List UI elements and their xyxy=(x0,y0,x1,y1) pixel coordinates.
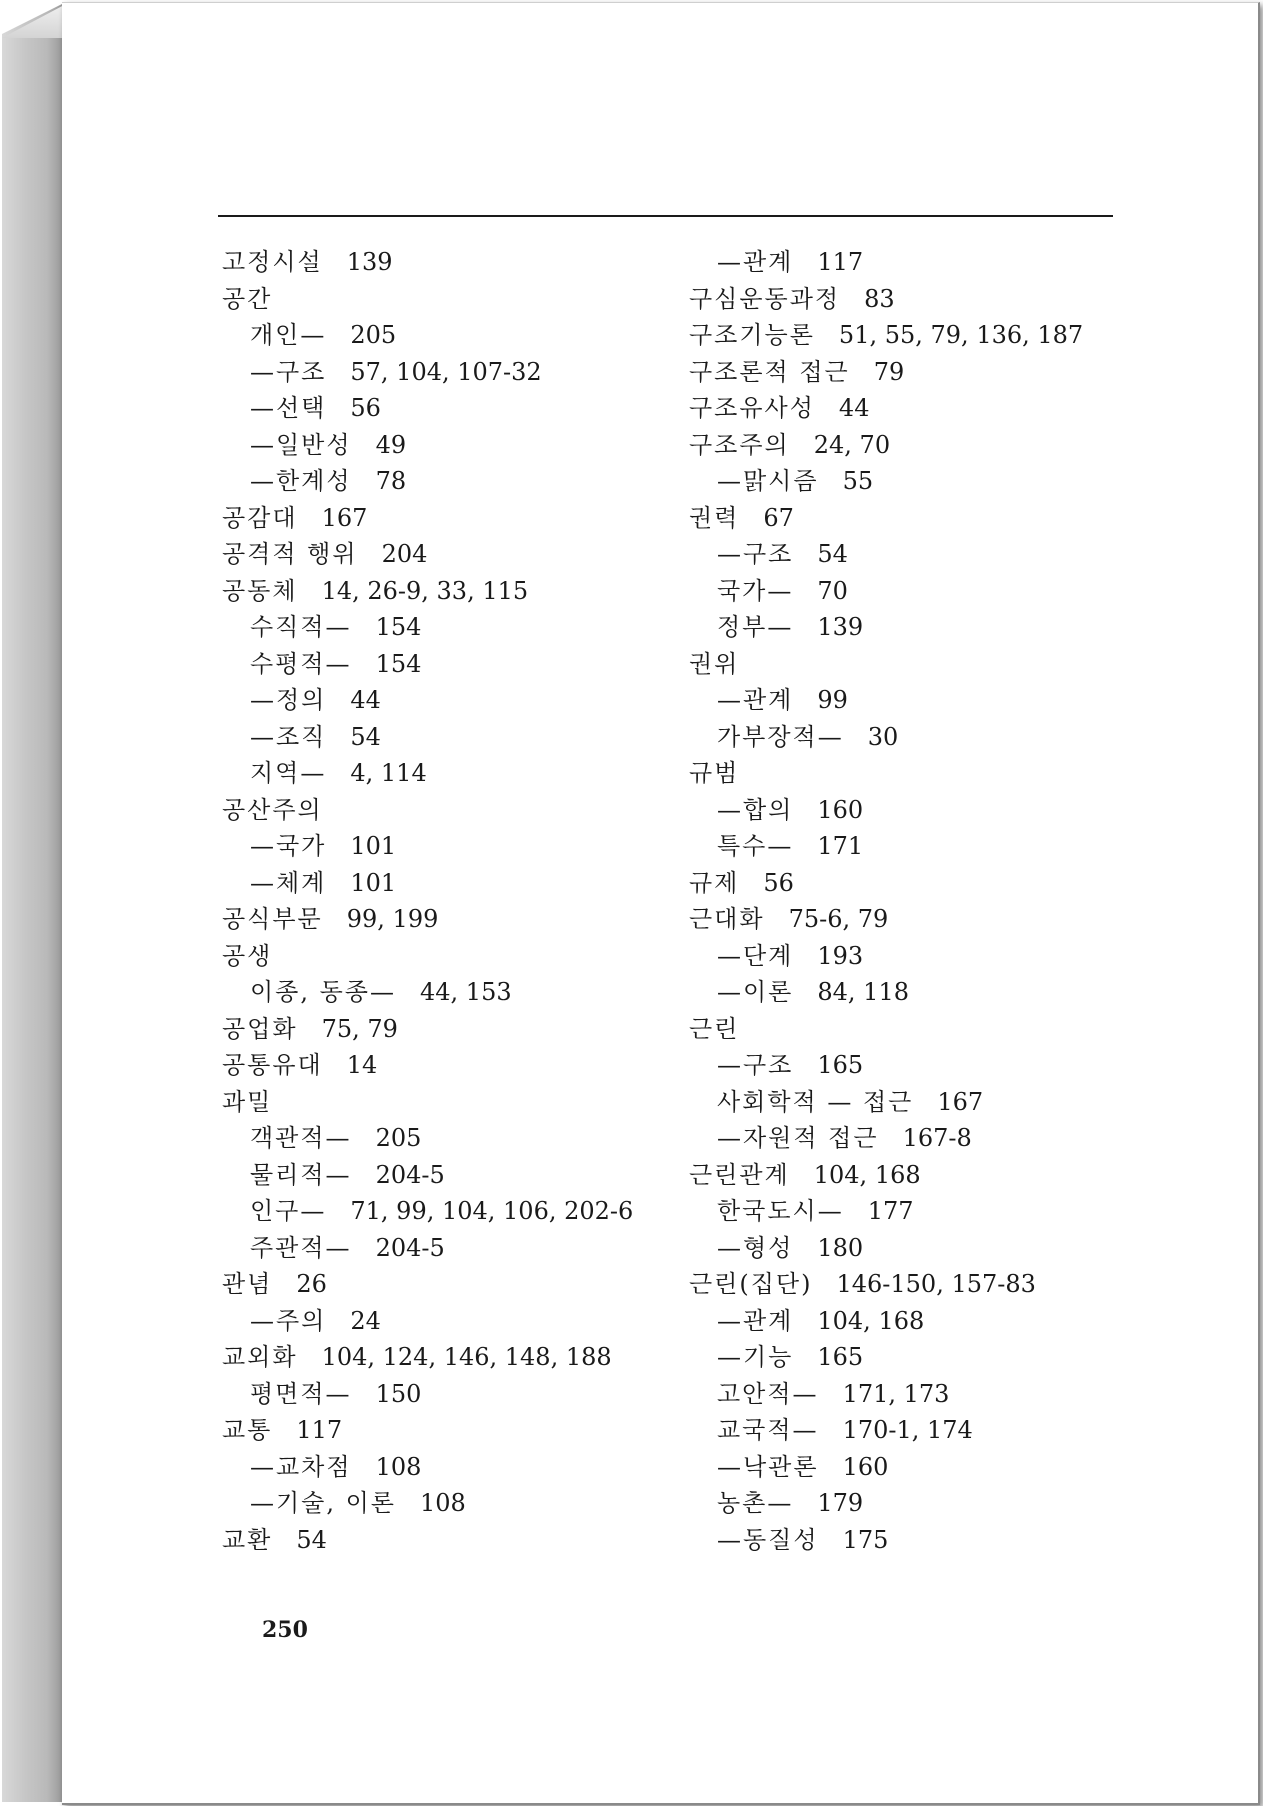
index-term: —선택 xyxy=(250,394,327,422)
index-term: 가부장적— xyxy=(717,722,844,751)
index-term: 교외화 xyxy=(222,1343,298,1371)
index-entry xyxy=(689,536,1129,573)
index-entry xyxy=(222,1522,662,1559)
index-page-refs: 167 xyxy=(321,503,368,532)
index-entry xyxy=(222,1230,662,1267)
index-page-refs: 179 xyxy=(817,1489,864,1517)
index-term: 근린(집단) xyxy=(689,1270,813,1298)
index-page-refs: 44, 153 xyxy=(420,978,512,1006)
index-entry xyxy=(222,1047,662,1084)
index-entry xyxy=(222,755,662,792)
index-term: 권위 xyxy=(689,649,740,678)
index-entry xyxy=(689,865,1129,902)
index-entry xyxy=(689,938,1129,975)
index-page-refs: 24 xyxy=(350,1306,381,1335)
index-page-refs: 55 xyxy=(842,467,874,495)
index-page-refs: 146-150, 157-83 xyxy=(836,1270,1036,1298)
index-entry xyxy=(689,1449,1129,1486)
index-entry xyxy=(689,1120,1129,1157)
index-term: —낙관론 xyxy=(717,1452,819,1481)
index-term: 고안적— xyxy=(717,1379,819,1408)
index-entry xyxy=(222,354,662,391)
index-entry xyxy=(689,1339,1129,1376)
index-term: 교통 xyxy=(222,1416,273,1444)
index-term: —국가 xyxy=(250,832,327,860)
index-term: 구조주의 xyxy=(689,430,790,459)
index-column-left xyxy=(222,244,662,1558)
index-page-refs: 24, 70 xyxy=(813,430,891,459)
index-page-refs: 44 xyxy=(838,394,870,422)
index-page-refs: 75, 79 xyxy=(321,1014,398,1043)
index-page-refs: 104, 168 xyxy=(817,1306,925,1335)
index-term: 공식부문 xyxy=(222,905,323,933)
index-term: 구심운동과정 xyxy=(689,284,841,313)
index-term: 국가— xyxy=(717,576,794,605)
index-term: 수직적— xyxy=(250,613,352,641)
index-entry xyxy=(222,317,662,354)
index-page-refs: 70 xyxy=(817,576,848,605)
index-page-refs: 101 xyxy=(350,868,397,897)
index-term: 인구— xyxy=(250,1197,327,1225)
index-term: 특수— xyxy=(717,832,794,860)
index-term: 교국적— xyxy=(717,1416,819,1444)
index-term: —정의 xyxy=(250,686,327,714)
index-entry xyxy=(222,427,662,464)
index-term: 규범 xyxy=(689,759,740,787)
index-page-refs: 54 xyxy=(817,540,848,568)
index-page-refs: 4, 114 xyxy=(350,759,427,787)
index-entry xyxy=(222,828,662,865)
index-page-refs: 108 xyxy=(420,1489,466,1517)
index-term: —주의 xyxy=(250,1306,327,1335)
index-term: 구조론적 접근 xyxy=(689,357,850,386)
index-page-refs: 84, 118 xyxy=(817,978,909,1006)
index-entry xyxy=(689,1047,1129,1084)
index-page-refs: 78 xyxy=(375,467,407,495)
index-page-refs: 171, 173 xyxy=(842,1379,950,1408)
index-page-refs: 14 xyxy=(346,1051,378,1079)
index-entry xyxy=(689,1084,1129,1121)
index-term: 과밀 xyxy=(222,1087,273,1116)
index-entry xyxy=(222,609,662,646)
index-entry xyxy=(689,1011,1129,1048)
index-entry xyxy=(689,1485,1129,1522)
index-entry xyxy=(222,1157,662,1194)
index-page-refs: 160 xyxy=(842,1452,889,1481)
index-page-refs: 165 xyxy=(817,1051,864,1079)
index-entry xyxy=(222,281,662,318)
index-term: —관계 xyxy=(717,248,794,276)
index-page-refs: 99 xyxy=(817,686,848,714)
index-term: 근린관계 xyxy=(689,1160,790,1189)
index-entry xyxy=(222,1376,662,1413)
index-term: 주관적— xyxy=(250,1233,352,1262)
index-entry xyxy=(222,792,662,829)
index-entry xyxy=(222,390,662,427)
index-page-refs: 56 xyxy=(350,394,381,422)
index-page-refs: 104, 124, 146, 148, 188 xyxy=(321,1343,612,1371)
index-entry xyxy=(689,281,1129,318)
index-entry xyxy=(222,938,662,975)
index-page-refs: 205 xyxy=(375,1124,422,1152)
index-term: —조직 xyxy=(250,722,327,751)
index-entry xyxy=(689,828,1129,865)
index-entry xyxy=(222,1266,662,1303)
index-term: 이종, 동종— xyxy=(250,978,396,1006)
index-entry xyxy=(222,682,662,719)
index-entry xyxy=(689,646,1129,683)
index-page-refs: 139 xyxy=(817,613,864,641)
index-entry xyxy=(689,500,1129,537)
index-entry xyxy=(222,500,662,537)
index-page-refs: 44 xyxy=(350,686,381,714)
index-page-refs: 160 xyxy=(817,795,864,824)
index-term: —일반성 xyxy=(250,430,352,459)
index-term: 구조유사성 xyxy=(689,394,815,422)
index-entry xyxy=(689,1522,1129,1559)
index-term: 개인— xyxy=(250,321,327,349)
index-page-refs: 204-5 xyxy=(375,1233,445,1262)
index-page-refs: 154 xyxy=(375,649,422,678)
index-term: —이론 xyxy=(717,978,794,1006)
index-page-refs: 75-6, 79 xyxy=(788,905,889,933)
index-page-refs: 193 xyxy=(817,941,864,970)
index-page-refs: 49 xyxy=(375,430,407,459)
index-page-refs: 108 xyxy=(375,1452,422,1481)
index-page-refs: 79 xyxy=(873,357,905,386)
index-page-refs: 67 xyxy=(763,503,794,532)
index-page-refs: 99, 199 xyxy=(346,905,439,933)
index-term: —한계성 xyxy=(250,467,352,495)
index-page-refs: 171 xyxy=(817,832,864,860)
index-term: 공통유대 xyxy=(222,1051,323,1079)
index-term: —기능 xyxy=(717,1343,794,1371)
index-term: —동질성 xyxy=(717,1525,819,1554)
index-term: —형성 xyxy=(717,1233,794,1262)
index-page-refs: 139 xyxy=(346,248,393,276)
index-page-refs: 56 xyxy=(763,868,794,897)
index-term: 공간 xyxy=(222,284,273,313)
index-entry xyxy=(222,865,662,902)
index-term: 규제 xyxy=(689,868,740,897)
index-entry xyxy=(689,1193,1129,1230)
index-term: 교환 xyxy=(222,1525,273,1554)
index-term: 공업화 xyxy=(222,1014,298,1043)
index-page-refs: 117 xyxy=(817,248,864,276)
index-page-refs: 175 xyxy=(842,1525,889,1554)
index-page-refs: 154 xyxy=(375,613,422,641)
index-column-right xyxy=(689,244,1129,1558)
index-page-refs: 14, 26-9, 33, 115 xyxy=(321,576,529,605)
index-page-refs: 165 xyxy=(817,1343,864,1371)
index-term: 수평적— xyxy=(250,649,352,678)
book-edge xyxy=(2,4,66,38)
index-page-refs: 167-8 xyxy=(902,1124,972,1152)
index-term: 농촌— xyxy=(717,1489,794,1517)
index-term: —맑시즘 xyxy=(717,467,819,495)
index-entry xyxy=(222,1120,662,1157)
index-term: —단계 xyxy=(717,941,794,970)
index-page-refs: 117 xyxy=(296,1416,343,1444)
index-page-refs: 205 xyxy=(350,321,397,349)
index-entry xyxy=(689,573,1129,610)
index-entry xyxy=(689,755,1129,792)
index-entry xyxy=(222,1412,662,1449)
index-term: —체계 xyxy=(250,868,327,897)
index-page-refs: 204-5 xyxy=(375,1160,445,1189)
index-entry xyxy=(222,974,662,1011)
index-entry xyxy=(689,609,1129,646)
index-page-refs: 54 xyxy=(296,1525,327,1554)
index-entry xyxy=(222,1485,662,1522)
index-entry xyxy=(222,1084,662,1121)
index-term: 객관적— xyxy=(250,1124,352,1152)
index-term: 지역— xyxy=(250,759,327,787)
index-page-refs: 177 xyxy=(867,1197,914,1225)
index-entry xyxy=(689,1376,1129,1413)
index-page-refs: 26 xyxy=(296,1270,327,1298)
index-entry xyxy=(222,719,662,756)
index-entry xyxy=(222,1193,662,1230)
index-entry xyxy=(222,1449,662,1486)
index-term: 공감대 xyxy=(222,503,298,532)
index-page-refs: 30 xyxy=(867,722,899,751)
index-page-refs: 204 xyxy=(381,540,428,568)
index-term: —관계 xyxy=(717,686,794,714)
index-page-refs: 71, 99, 104, 106, 202-6 xyxy=(350,1197,634,1225)
index-page-refs: 51, 55, 79, 136, 187 xyxy=(838,321,1084,349)
page-number: 250 xyxy=(262,1617,308,1643)
index-entry xyxy=(689,1157,1129,1194)
index-entry xyxy=(222,244,662,281)
index-entry xyxy=(689,317,1129,354)
index-term: 평면적— xyxy=(250,1379,352,1408)
index-term: —교차점 xyxy=(250,1452,352,1481)
index-term: 관념 xyxy=(222,1270,273,1298)
index-term: —합의 xyxy=(717,795,794,824)
index-entry xyxy=(689,1412,1129,1449)
index-entry xyxy=(689,390,1129,427)
index-entry xyxy=(222,573,662,610)
index-term: 근대화 xyxy=(689,905,765,933)
index-page-refs: 57, 104, 107-32 xyxy=(350,357,542,386)
index-term: —구조 xyxy=(717,1051,794,1079)
index-entry xyxy=(689,792,1129,829)
index-page-refs: 170-1, 174 xyxy=(842,1416,973,1444)
index-term: 구조기능론 xyxy=(689,321,815,349)
index-entry xyxy=(222,646,662,683)
index-entry xyxy=(222,463,662,500)
index-term: 공산주의 xyxy=(222,795,323,824)
index-term: 권력 xyxy=(689,503,740,532)
index-page-refs: 54 xyxy=(350,722,381,751)
index-entry xyxy=(689,974,1129,1011)
index-page-refs: 101 xyxy=(350,832,397,860)
index-entry xyxy=(689,354,1129,391)
index-term: 공격적 행위 xyxy=(222,540,358,568)
index-term: 정부— xyxy=(717,613,794,641)
index-entry xyxy=(222,1339,662,1376)
index-entry xyxy=(222,1303,662,1340)
index-term: —기술, 이론 xyxy=(250,1489,396,1517)
index-term: 물리적— xyxy=(250,1160,352,1189)
header-rule xyxy=(218,215,1113,217)
index-term: —구조 xyxy=(250,357,327,386)
index-term: 근린 xyxy=(689,1014,740,1043)
index-entry xyxy=(689,1230,1129,1267)
index-entry xyxy=(222,1011,662,1048)
index-entry xyxy=(689,463,1129,500)
index-entry xyxy=(222,901,662,938)
index-entry xyxy=(689,244,1129,281)
index-term: 고정시설 xyxy=(222,248,323,276)
index-term: —자원적 접근 xyxy=(717,1124,879,1152)
index-entry xyxy=(689,901,1129,938)
index-term: 공생 xyxy=(222,941,273,970)
index-entry xyxy=(222,536,662,573)
book-spine xyxy=(2,4,62,1802)
index-page-refs: 104, 168 xyxy=(813,1160,921,1189)
index-term: —관계 xyxy=(717,1306,794,1335)
index-entry xyxy=(689,1266,1129,1303)
index-page-refs: 167 xyxy=(937,1087,984,1116)
index-entry xyxy=(689,427,1129,464)
index-entry xyxy=(689,1303,1129,1340)
index-term: 한국도시— xyxy=(717,1197,844,1225)
index-term: 공동체 xyxy=(222,576,298,605)
index-page-refs: 150 xyxy=(375,1379,422,1408)
index-entry xyxy=(689,682,1129,719)
index-page-refs: 180 xyxy=(817,1233,864,1262)
index-term: —구조 xyxy=(717,540,794,568)
index-page-refs: 83 xyxy=(864,284,895,313)
index-term: 사회학적 — 접근 xyxy=(717,1087,914,1116)
index-entry xyxy=(689,719,1129,756)
